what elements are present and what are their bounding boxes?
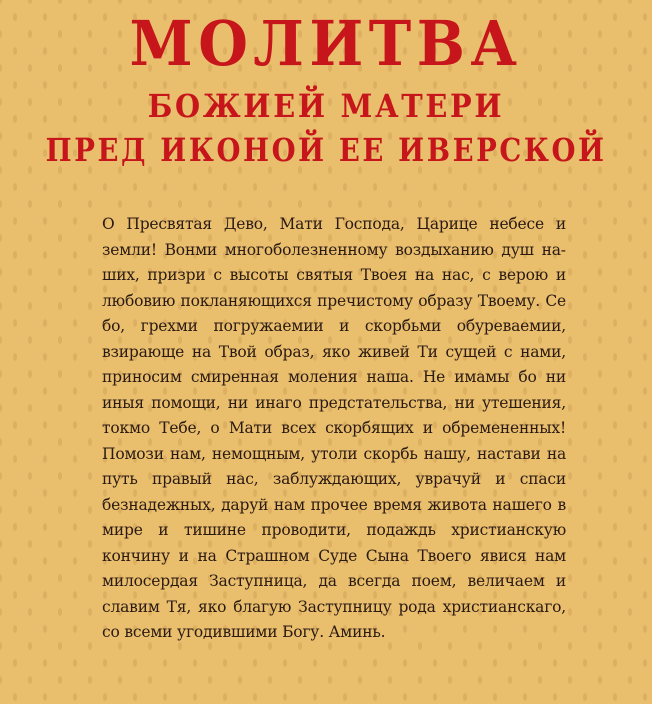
prayer-subtitle-line1: БОЖИЕЙ МАТЕРИ — [147, 87, 505, 125]
prayer-text: О Пресвятая Дево, Мати Господа, Царице небесе и земли! Вонми многоболезненному воздыханию душ наших, призри с высоты святыя Твоея на нас, с верою и любовию покланяющихся пречистому образу Твоему. Се бо, грехми погружаемии и скорбьми обуреваемии, взирающе на Твой образ, яко живей Ти сущей с нами, приносим смиренная моления наша. Не имамы бо ни иныя помощи, ни инаго предстательства, ни утешения, токмо Тебе, о Мати всех скорбящих и обремененных! Помози нам, немощным, утоли скорбь нашу, настави на путь правый нас, заблуждающих, уврачуй и спаси безнадежных, даруй нам прочее время живота нашего в мире и тишине проводити, подаждь христианскую кончину и на Страшном Суде Сына Твоего явися нам милосердая Заступница, да всегда поем, величаем и славим Тя, яко благую Заступницу рода христианскаго, со всеми угодившими Богу. Аминь. — [102, 215, 566, 641]
prayer-title: МОЛИТВА — [129, 7, 523, 80]
prayer-subtitle-line2: ПРЕД ИКОНОЙ ЕЕ ИВЕРСКОЙ — [45, 131, 607, 169]
